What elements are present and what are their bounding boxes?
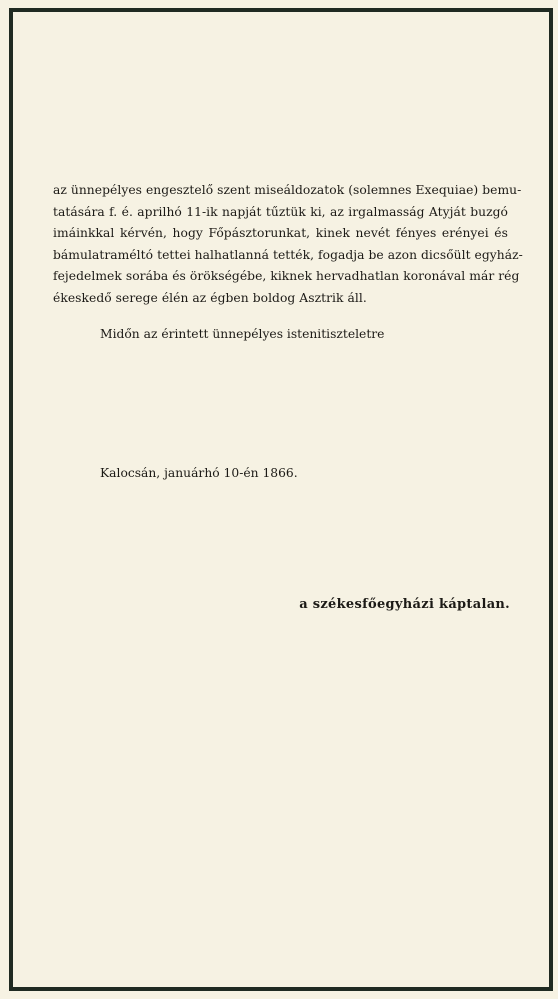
paragraph-line: tatására f. é. aprilhó 11-ik napját tűztük ki, az irgalmasság Atyját buzgó bbox=[53, 204, 508, 219]
paragraph-line: bámulatraméltó tettei halhatlanná tették, fogadja be azon dicsőült egyház- bbox=[53, 247, 523, 262]
paragraph-line: ékeskedő serege élén az égben boldog Asztrik áll. bbox=[53, 290, 367, 305]
main-paragraph bbox=[53, 180, 523, 309]
paragraph-line: az ünnepélyes engesztelő szent miseáldozatok (solemnes Exequiae) bemu- bbox=[53, 183, 522, 197]
invitation-line: Midőn az érintett ünnepélyes istenitiszteletre bbox=[100, 327, 385, 341]
signature: a székesfőegyházi káptalan. bbox=[299, 597, 510, 612]
paragraph-line: imáinkkal kérvén, hogy Főpásztorunkat, kinek nevét fényes erényei és bbox=[53, 226, 508, 240]
place-date-line: Kalocsán, januárhó 10-én 1866. bbox=[100, 466, 298, 480]
page-border bbox=[9, 8, 553, 991]
paragraph-line: fejedelmek sorába és örökségébe, kiknek hervadhatlan koronával már rég bbox=[53, 269, 520, 283]
